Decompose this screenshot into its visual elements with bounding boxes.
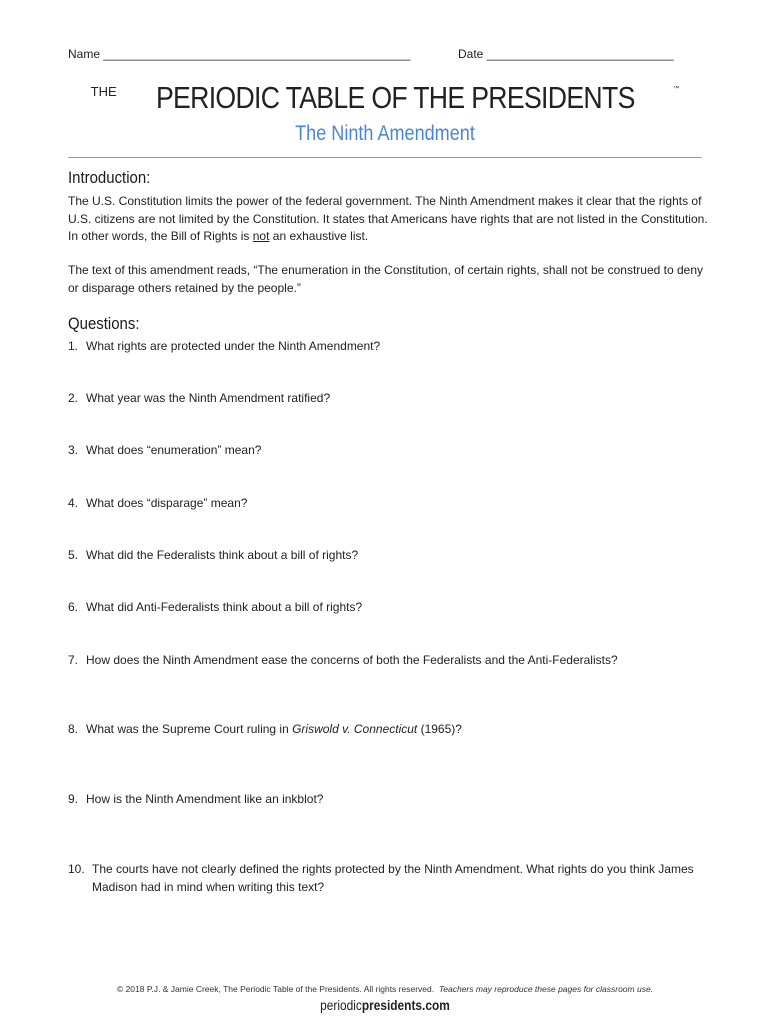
question-number: 2. — [68, 391, 79, 405]
question-text — [86, 721, 706, 739]
question-text-after: (1965)? — [417, 722, 462, 736]
site-light: periodic — [320, 997, 362, 1013]
divider — [68, 157, 702, 158]
question-text: What rights are protected under the Ninth Amendment? — [86, 339, 381, 353]
question-number: 4. — [68, 496, 79, 510]
name-field-label: Name ______________________________________________ — [68, 47, 411, 61]
question-text: The courts have not clearly defined the rights protected by the Ninth Amendment. What rights do you think James Madison had in mind when writing this text? — [92, 862, 694, 894]
question-text: How is the Ninth Amendment like an inkblot? — [86, 792, 324, 806]
footer-website — [58, 997, 713, 1013]
question-number: 8. — [68, 722, 79, 736]
site-bold: presidents.com — [361, 997, 450, 1013]
footer-copyright — [0, 984, 770, 994]
page-subtitle: The Ninth Amendment — [295, 122, 475, 145]
introduction-paragraph-1 — [68, 193, 708, 246]
question-text: What does “disparage” mean? — [86, 496, 248, 510]
questions-heading: Questions: — [68, 314, 140, 333]
case-name: Griswold v. Connecticut — [292, 722, 418, 736]
intro-p1-underlined: not — [252, 229, 270, 243]
question-number: 10. — [68, 862, 85, 876]
question-number: 1. — [68, 339, 79, 353]
brand-main-title: PERIODIC TABLE OF THE PRESIDENTS — [155, 80, 635, 115]
question-text-before: What was the Supreme Court ruling in — [86, 722, 293, 736]
question-number: 6. — [68, 600, 79, 614]
question-text: What did the Federalists think about a bill of rights? — [86, 548, 359, 562]
intro-p1-part2: an exhaustive list. — [269, 229, 369, 243]
question-number: 3. — [68, 443, 79, 457]
question-text: How does the Ninth Amendment ease the concerns of both the Federalists and the Anti-Federalists? — [86, 653, 618, 667]
question-text: What year was the Ninth Amendment ratified? — [86, 391, 331, 405]
introduction-paragraph-2: The text of this amendment reads, “The enumeration in the Constitution, of certain rights, shall not be construed to deny or disparage others retained by the people.” — [68, 263, 704, 295]
brand-title — [0, 80, 770, 116]
question-text: What did Anti-Federalists think about a bill of rights? — [86, 600, 363, 614]
copyright-text: © 2018 P.J. & Jamie Creek, The Periodic Table of the Presidents. All rights reserved. — [116, 984, 435, 994]
reproduction-note: Teachers may reproduce these pages for classroom use. — [438, 984, 654, 994]
introduction-heading: Introduction: — [68, 168, 151, 187]
question-number: 7. — [68, 653, 79, 667]
intro-p1-part1: The U.S. Constitution limits the power of the federal government. The Ninth Amendment makes it clear that the rights of U.S. citizens are not limited by the Constitution. It states that Americans have rights that are not listed in the Constitution. In other words, the Bill of Rights is — [68, 194, 708, 243]
brand-the: THE — [90, 84, 117, 99]
trademark-symbol: ™ — [673, 86, 680, 92]
question-number: 5. — [68, 548, 79, 562]
question-text: What does “enumeration” mean? — [86, 443, 262, 457]
date-field-label: Date ____________________________ — [458, 47, 674, 61]
question-number: 9. — [68, 792, 79, 806]
